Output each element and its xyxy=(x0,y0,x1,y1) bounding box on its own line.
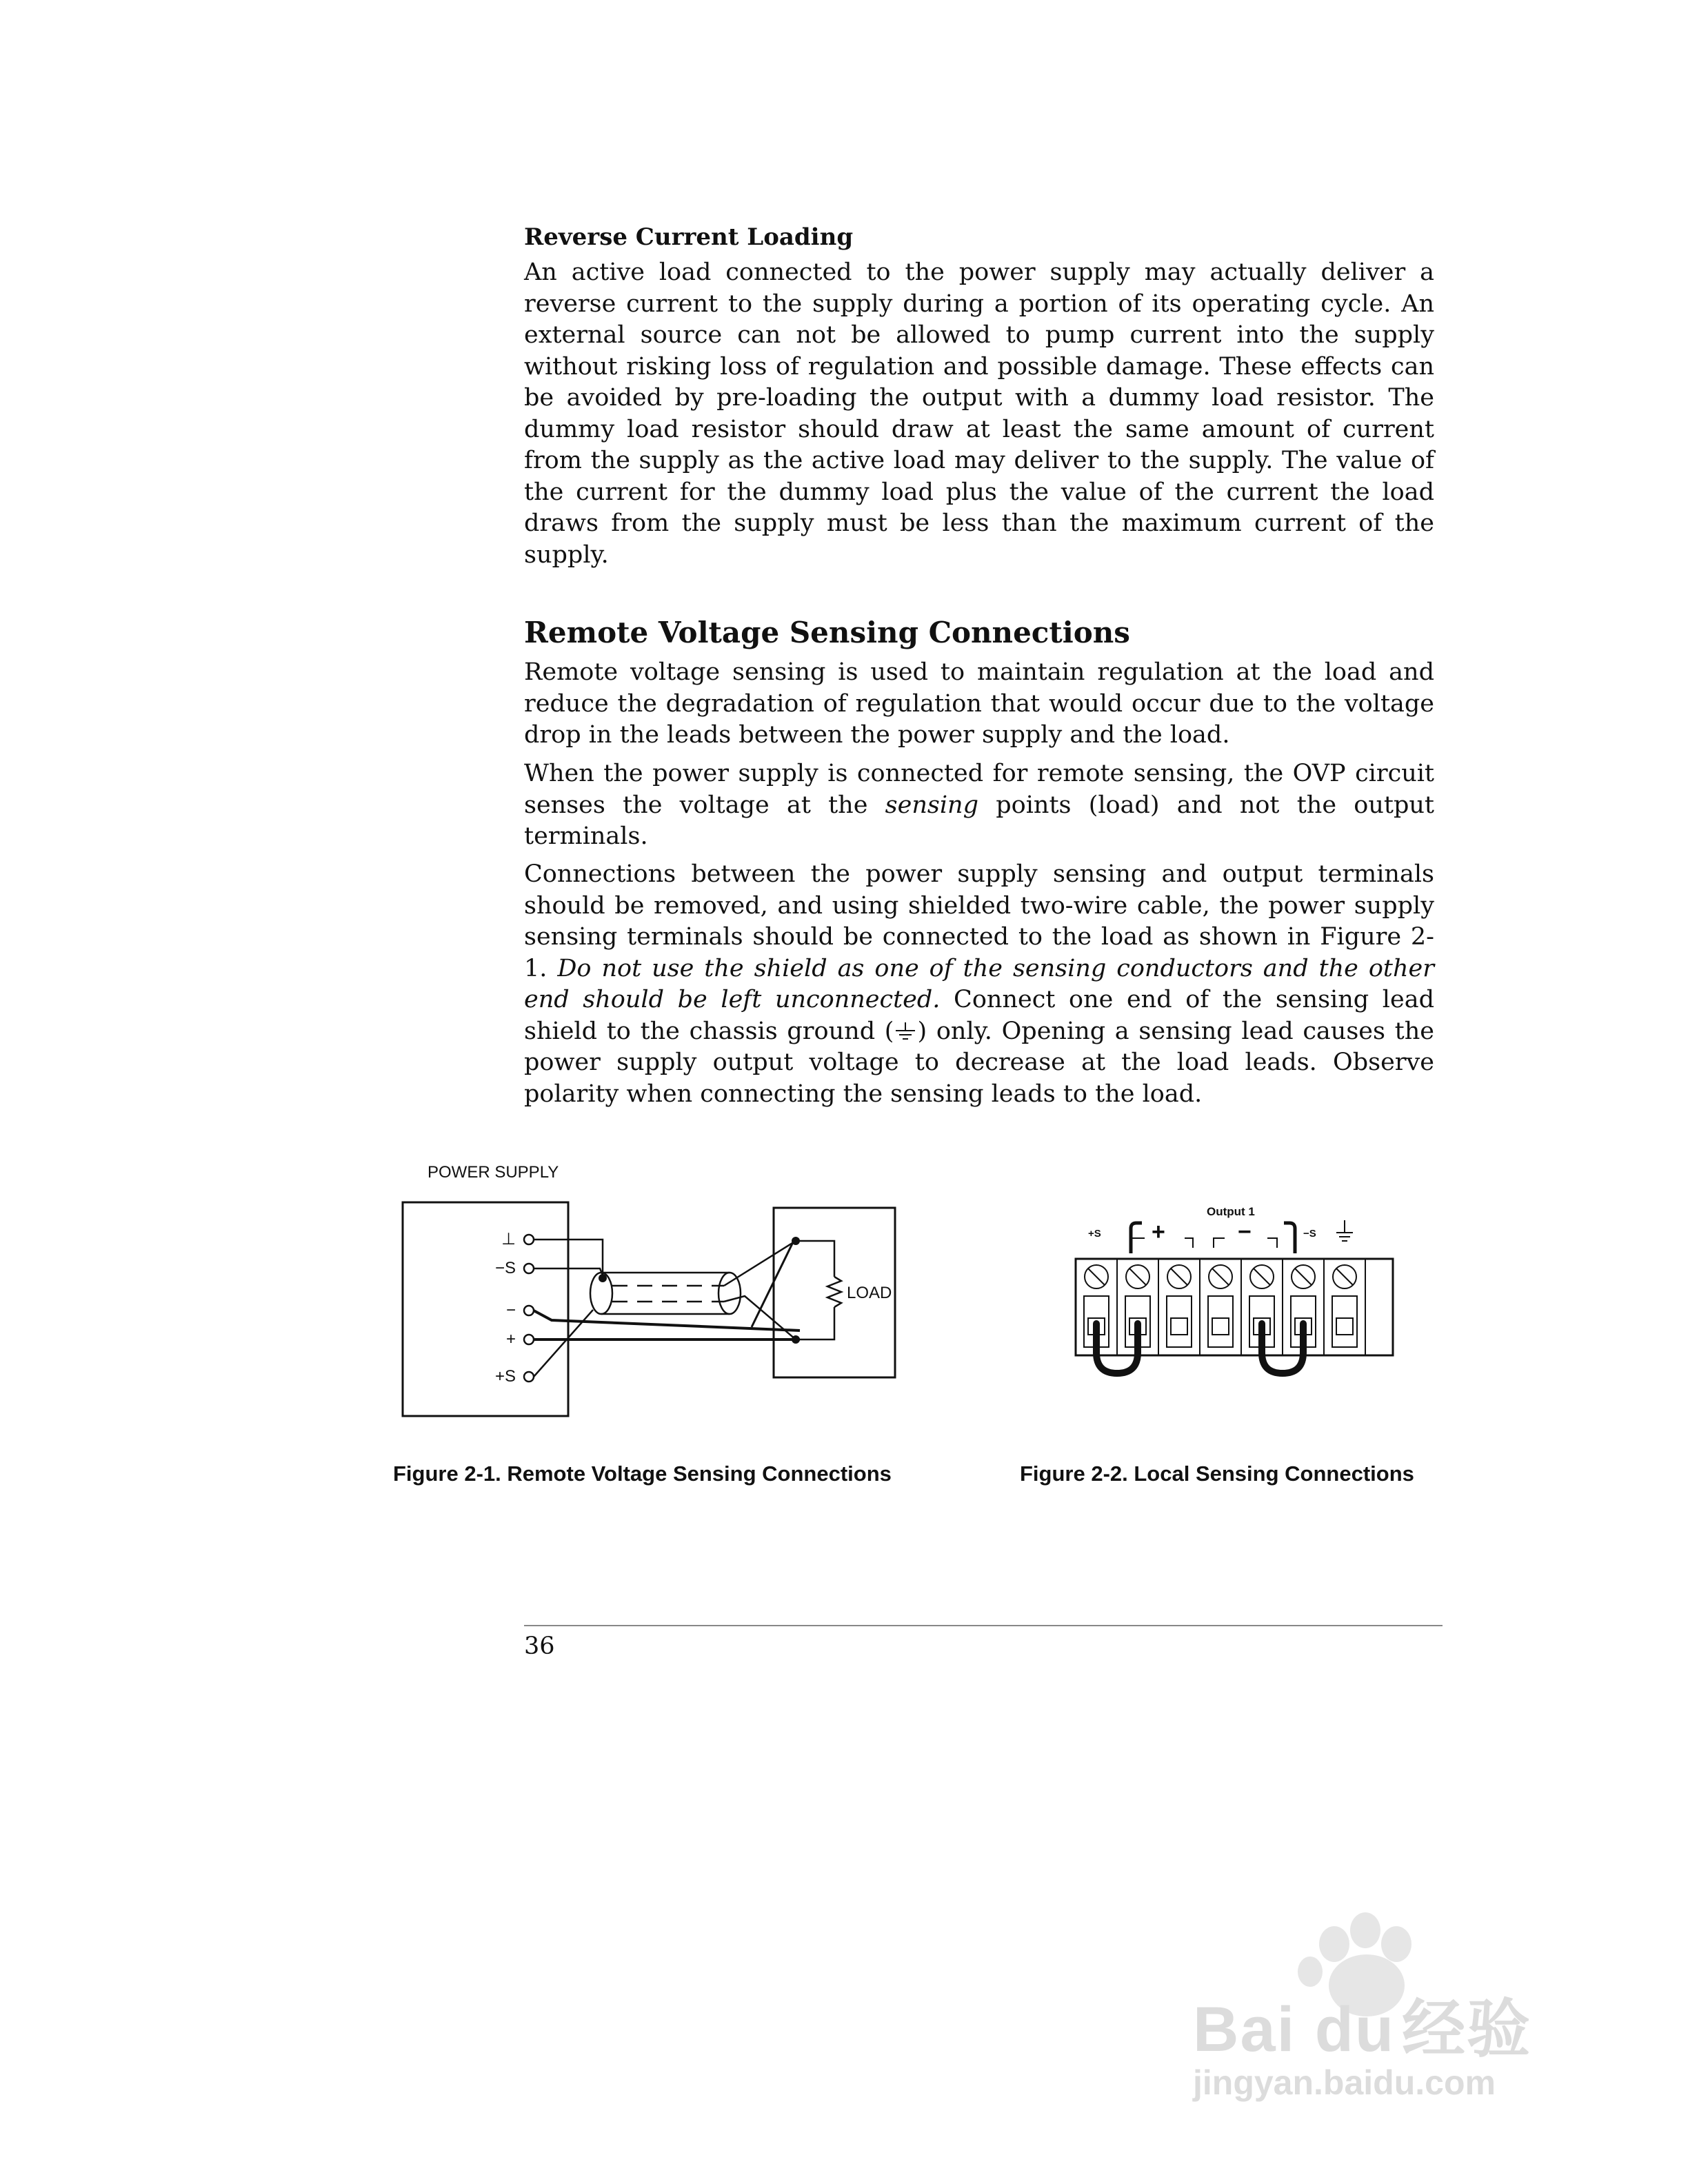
page-number: 36 xyxy=(524,1632,555,1660)
remote-sensing-diagram xyxy=(393,1158,917,1427)
para2-end: points (load) and not the output terminals. xyxy=(524,791,1434,850)
footer-rule xyxy=(524,1625,1443,1626)
terminal-label-minus: − xyxy=(505,1301,516,1320)
terminal-label-minus-s: −S xyxy=(494,1259,516,1277)
load-resistor xyxy=(827,1277,841,1307)
plus-s-label: +S xyxy=(1088,1228,1101,1240)
section-heading-remote-sensing: Remote Voltage Sensing Connections xyxy=(524,616,1130,649)
terminal-minus-s xyxy=(524,1264,534,1273)
para2-italic: sensing xyxy=(885,791,978,819)
figure-remote-sensing xyxy=(393,1158,917,1427)
para3-italic: Do not use the shield as one of the sensing conductors and the other end should be left unconnected. xyxy=(524,954,1434,1013)
watermark-url: jingyan.baidu.com xyxy=(1193,2063,1496,2102)
watermark-brand: Bai du xyxy=(1193,1994,1396,2065)
terminal-plus-s xyxy=(524,1372,534,1382)
minus-tick-right xyxy=(1267,1238,1277,1248)
para2-start: When the power supply is connected for remote sensing, the OVP circuit senses the voltage at the xyxy=(524,760,1434,819)
terminal-label-ground: ⊥ xyxy=(501,1230,516,1248)
terminal-label-plus-s: +S xyxy=(494,1367,516,1386)
para3-start: Connections between the power supply sensing and output terminals should be removed, and using shielded two-wire cable, the power supply sensing terminals should be connected to the load as shown in Figure 2-1. xyxy=(524,860,1434,982)
watermark-cn: 经验 xyxy=(1402,1994,1532,2065)
remote-sensing-paragraph-1: Remote voltage sensing is used to maintain regulation at the load and reduce the degradation of regulation that would occur due to the voltage drop in the leads between the power supply and the load. xyxy=(524,658,1434,749)
baidu-watermark xyxy=(1186,1903,1572,2137)
local-sensing-diagram xyxy=(1062,1193,1407,1399)
load-top-wire xyxy=(796,1241,834,1277)
output-bracket-right xyxy=(1284,1223,1295,1253)
plus-tick-left xyxy=(1131,1238,1145,1248)
terminal-ground xyxy=(524,1235,534,1244)
plus-tick-right xyxy=(1185,1238,1193,1248)
remote-sensing-paragraph-2 xyxy=(524,758,1434,853)
load-bottom-wire xyxy=(796,1307,834,1339)
minus-label: − xyxy=(1238,1219,1252,1245)
sense-plus-to-load xyxy=(724,1296,796,1339)
load-label: LOAD xyxy=(847,1284,892,1302)
power-supply-box xyxy=(403,1202,568,1416)
ground-terminal-icon xyxy=(1336,1220,1353,1241)
power-supply-label: POWER SUPPLY xyxy=(428,1163,559,1182)
figure-2-1-caption: Figure 2-1. Remote Voltage Sensing Connections xyxy=(393,1462,892,1486)
chassis-ground-icon xyxy=(894,1021,917,1042)
junction-dot-3 xyxy=(792,1335,800,1344)
section-heading-reverse-current: Reverse Current Loading xyxy=(524,223,854,251)
terminal-minus xyxy=(524,1306,534,1315)
reverse-current-paragraph: An active load connected to the power supply may actually deliver a reverse current to the supply during a portion of its operating cycle. An external source can not be allowed to pump current into the supply without risking loss of regulation and possible damage. These effects can be avoided by pre-loading the output with a dummy load resistor. The dummy load resistor should draw at least the same amount of current from the supply as the active load may deliver to the supply. The value of the current for the dummy load plus the value of the current the load draws from the supply must be less than the maximum current of the supply. xyxy=(524,259,1434,569)
para3-mid: Connect one end of the sensing lead shield to the chassis ground ( xyxy=(524,986,1434,1045)
figure-2-2-caption: Figure 2-2. Local Sensing Connections xyxy=(1020,1462,1414,1486)
para3-end: ) only. Opening a sensing lead causes the power supply output voltage to decrease at the load leads. Observe polarity when connecting the sensing leads to the load. xyxy=(524,1017,1434,1108)
terminal-label-plus: + xyxy=(505,1330,516,1348)
remote-sensing-paragraph-3 xyxy=(524,859,1434,1110)
shield-right-end xyxy=(719,1273,741,1314)
output-label: Output 1 xyxy=(1207,1205,1255,1218)
minus-tick-left xyxy=(1214,1238,1225,1248)
junction-dot-2 xyxy=(792,1237,800,1245)
plus-label: + xyxy=(1152,1219,1165,1245)
minus-s-label: −S xyxy=(1303,1228,1316,1240)
figure-local-sensing xyxy=(1062,1193,1407,1399)
terminal-plus xyxy=(524,1335,534,1344)
sense-minus-to-load xyxy=(724,1241,796,1286)
junction-dot-1 xyxy=(599,1274,607,1282)
